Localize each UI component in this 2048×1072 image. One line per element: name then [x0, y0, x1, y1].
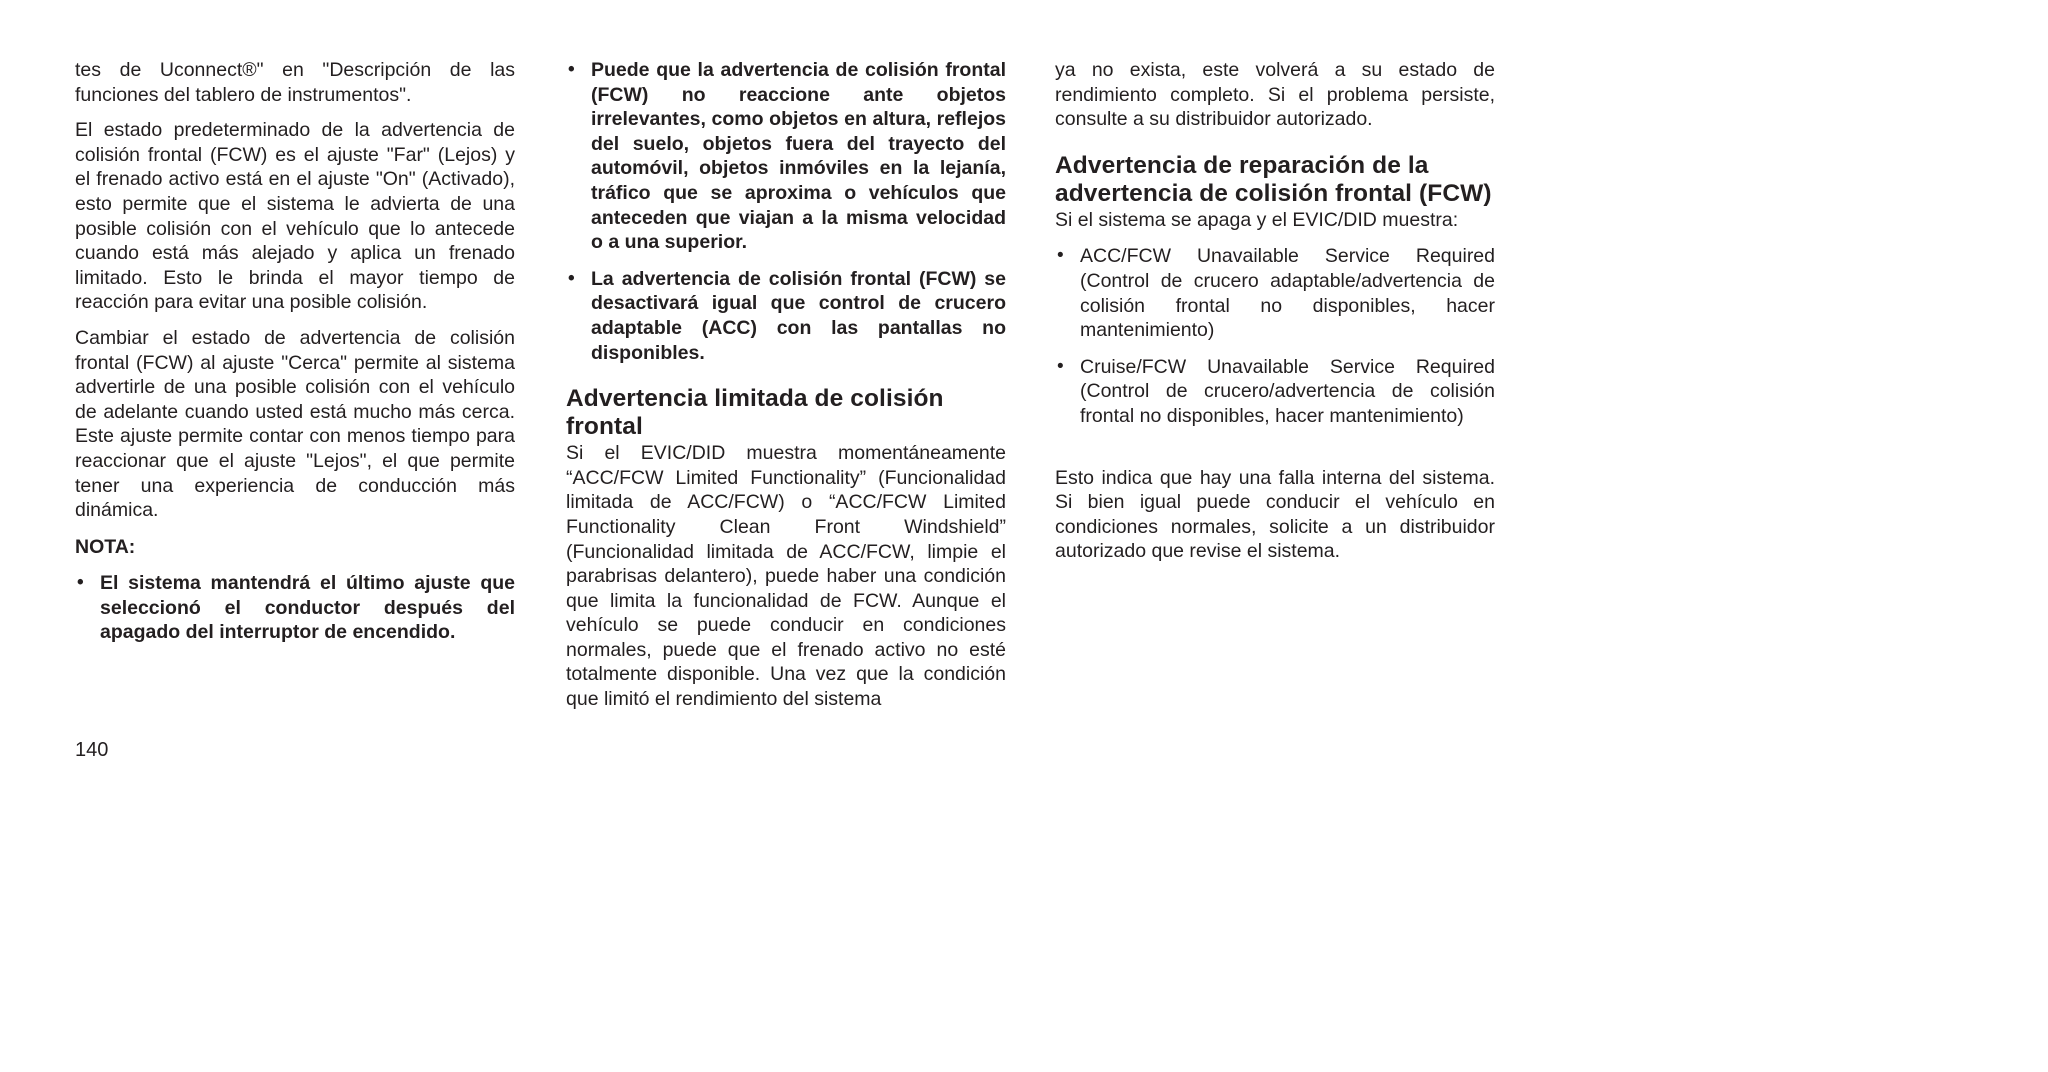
column-left	[75, 58, 515, 645]
section-heading-service-warning: Advertencia de reparación de la advertencia de colisión frontal (FCW)	[1055, 151, 1492, 207]
bullet-list	[1055, 244, 1495, 428]
bullet-item: • ACC/FCW Unavailable Service Required (Control de crucero adaptable/advertencia de colisión frontal no disponibles, hacer mantenimiento)	[1055, 244, 1495, 342]
paragraph-continued: ya no exista, este volverá a su estado de rendimiento completo. Si el problema persiste, consulte a su distribuidor autorizado.	[1055, 59, 1495, 131]
paragraph-near-setting: Cambiar el estado de advertencia de colisión frontal (FCW) al ajuste "Cerca" permite al sistema advertirle de una posible colisión con el vehículo de adelante cuando usted está mucho más cerca. Este ajuste permite contar con menos tiempo para reaccionar que el ajuste "Lejos", el que permite tener una experiencia de conducción más dinámica.	[75, 326, 515, 522]
paragraph-intro: Si el sistema se apaga y el EVIC/DID muestra:	[1055, 208, 1459, 231]
paragraph-default-state: El estado predeterminado de la advertencia de colisión frontal (FCW) es el ajuste "Far" (Lejos) y el frenado activo está en el ajuste "On" (Activado), esto permite que el sistema le advierta de una posible colisión con el vehículo que lo antecede cuando está más alejado y aplica un frenado limitado. Esto le brinda el mayor tiempo de reacción para evitar una posible colisión.	[75, 119, 515, 314]
note-bullet-item: • El sistema mantendrá el último ajuste que seleccionó el conductor después del apagado del interruptor de encendido.	[75, 571, 515, 645]
page-number: 140	[75, 739, 109, 761]
bullet-item: • La advertencia de colisión frontal (FCW) se desactivará igual que control de crucero adaptable (ACC) con las pantallas no disponibles.	[566, 267, 1006, 365]
column-right	[1055, 58, 1495, 564]
paragraph-limited-warning: Si el EVIC/DID muestra momentáneamente “ACC/FCW Limited Functionality” (Funcionalidad limitada de ACC/FCW) o “ACC/FCW Limited Functionality Clean Front Windshield” (Funcionalidad limitada de ACC/FCW, limpie el parabrisas delantero), puede haber una condición que limita la funcionalidad de FCW. Aunque el vehículo se puede conducir en condiciones normales, puede que el frenado activo no esté totalmente disponible. Una vez que la condición que limitó el rendimiento del sistema	[566, 442, 1006, 711]
note-label: NOTA:	[75, 535, 136, 558]
bullet-item: • Puede que la advertencia de colisión frontal (FCW) no reaccione ante objetos irrelevantes, como objetos en altura, reflejos del suelo, objetos fuera del trayecto del automóvil, objetos inmóviles en la lejanía, tráfico que se aproxima o vehículos que anteceden que viajan a la misma velocidad o a una superior.	[566, 58, 1006, 255]
column-middle	[566, 58, 1006, 712]
paragraph-internal-fault: Esto indica que hay una falla interna del sistema. Si bien igual puede conducir el vehículo en condiciones normales, solicite a un distribuidor autorizado que revise el sistema.	[1055, 466, 1495, 563]
paragraph-continued: tes de Uconnect®" en "Descripción de las funciones del tablero de instrumentos".	[75, 59, 515, 106]
note-bullet-list	[75, 571, 515, 645]
bullet-list	[566, 58, 1006, 365]
bullet-item: • Cruise/FCW Unavailable Service Required (Control de crucero/advertencia de colisión frontal no disponibles, hacer mantenimiento)	[1055, 355, 1495, 429]
section-heading-limited-warning: Advertencia limitada de colisión frontal	[566, 385, 944, 441]
